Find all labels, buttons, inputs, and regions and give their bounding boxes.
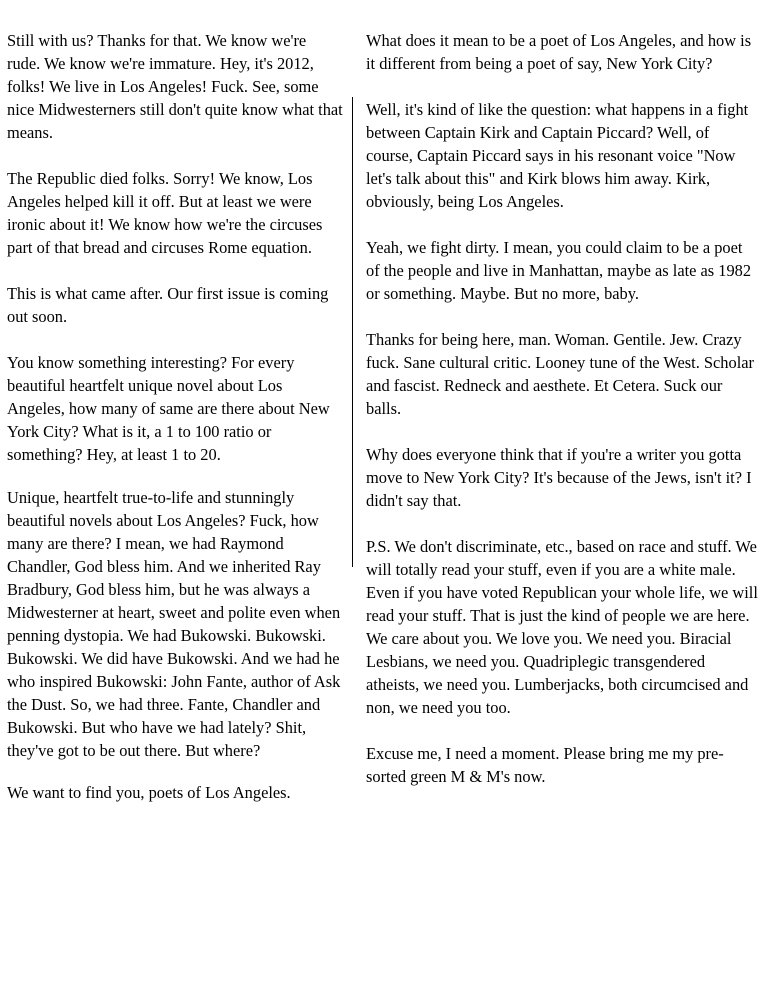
paragraph: This is what came after. Our first issue is coming out soon.	[7, 284, 329, 326]
paragraph: Well, it's kind of like the question: what happens in a fight between Captain Kirk and Captain Piccard? Well, of course, Captain Piccard says in his resonant voice "Now let's talk about this" and Kirk blows him away. Kirk, obviously, being Los Angeles.	[366, 100, 749, 211]
paragraph: Unique, heartfelt true-to-life and stunningly beautiful novels about Los Angeles? Fuck, how many are there? I mean, we had Raymond Chandler, God bless him. And we inherited Ray Bradbury, God bless him, but he was always a Midwesterner at heart, sweet and polite even when penning dystopia. We had Bukowski. Bukowski. Bukowski. We did have Bukowski. And we had he who inspired Bukowski: John Fante, author of Ask the Dust. So, we had three. Fante, Chandler and Bukowski. But who have we had lately? Shit, they've got to be out there. But where?	[7, 488, 341, 760]
paragraph: P.S. We don't discriminate, etc., based on race and stuff. We will totally read your stuff, even if you are a white male. Even if you have voted Republican your whole life, we will read your stuff. That is just the kind of people we are here. We care about you. We love you. We need you. Biracial Lesbians, we need you. Quadriplegic transgendered atheists, we need you. Lumberjacks, both circumcised and non, we need you too.	[366, 537, 758, 717]
paragraph: What does it mean to be a poet of Los Angeles, and how is it different from being a poet of say, New York City?	[366, 31, 752, 73]
right-column	[366, 29, 758, 811]
paragraph: Still with us? Thanks for that. We know we're rude. We know we're immature. Hey, it's 2012, folks! We live in Los Angeles! Fuck. See, some nice Midwesterners still don't quite know what that means.	[7, 31, 343, 142]
paragraph: You know something interesting? For every beautiful heartfelt unique novel about Los Angeles, how many of same are there about New York City? What is it, a 1 to 100 ratio or something? Hey, at least 1 to 20.	[7, 353, 330, 464]
column-divider	[352, 97, 353, 567]
paragraph: Excuse me, I need a moment. Please bring me my pre-sorted green M & M's now.	[366, 744, 724, 786]
paragraph: Thanks for being here, man. Woman. Gentile. Jew. Crazy fuck. Sane cultural critic. Looney tune of the West. Scholar and fascist. Redneck and aesthete. Et Cetera. Suck our balls.	[366, 330, 754, 418]
paragraph: The Republic died folks. Sorry! We know, Los Angeles helped kill it off. But at least we were ironic about it! We know how we're the circuses part of that bread and circuses Rome equation.	[7, 169, 323, 257]
paragraph: Why does everyone think that if you're a writer you gotta move to New York City? It's because of the Jews, isn't it? I didn't say that.	[366, 445, 752, 510]
left-column	[7, 29, 343, 827]
paragraph: We want to find you, poets of Los Angeles.	[7, 783, 291, 802]
paragraph: Yeah, we fight dirty. I mean, you could claim to be a poet of the people and live in Manhattan, maybe as late as 1982 or something. Maybe. But no more, baby.	[366, 238, 752, 303]
